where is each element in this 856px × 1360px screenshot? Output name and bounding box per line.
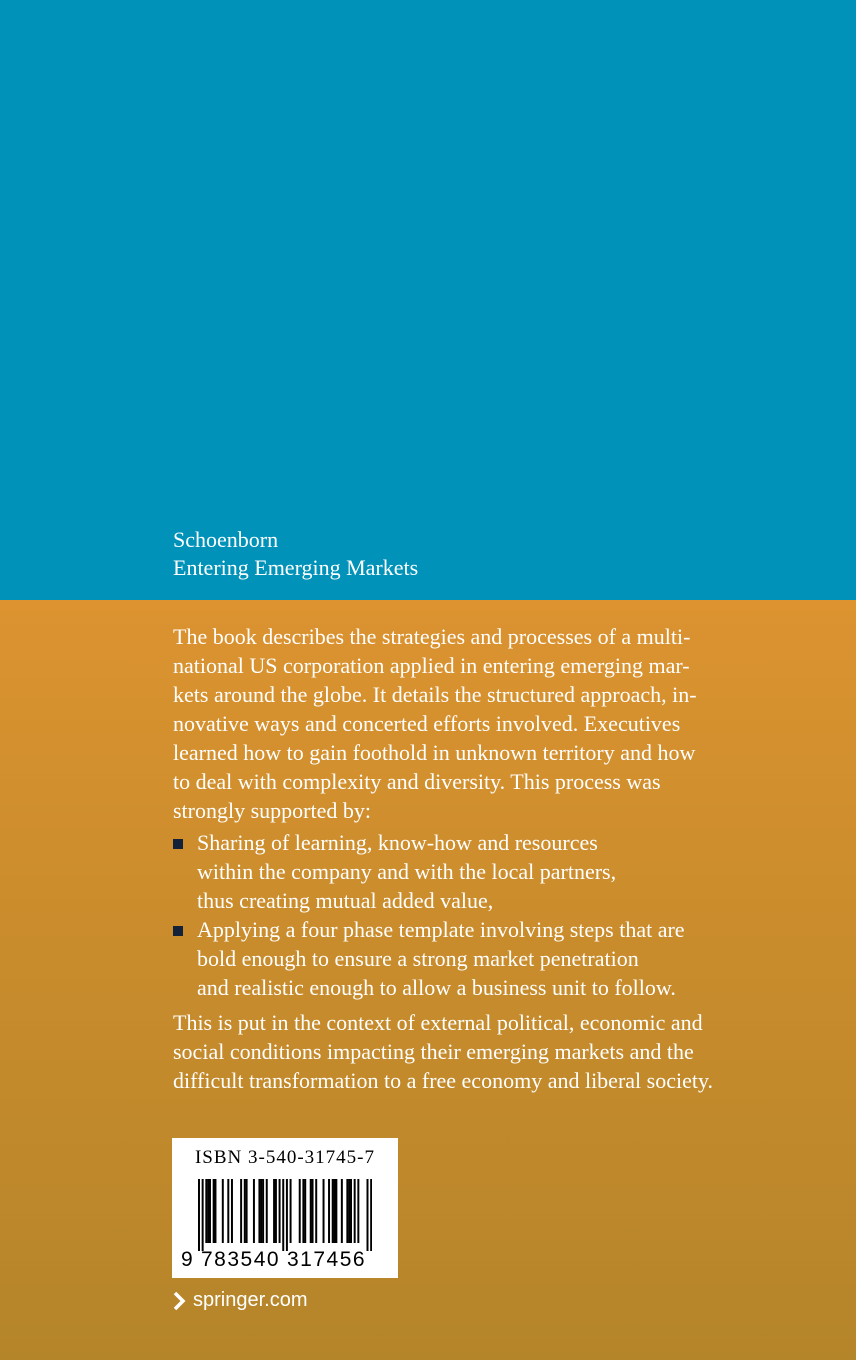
chevron-right-icon [173, 1290, 187, 1312]
barcode-bar [282, 1179, 284, 1251]
text-line: and realistic enough to allow a business unit to follow. [197, 975, 676, 1000]
text-line: Sharing of learning, know-how and resources [197, 830, 598, 855]
text-line: difficult transformation to a free economy and liberal society. [173, 1068, 714, 1093]
barcode-bar [205, 1179, 207, 1243]
barcode-bar [286, 1179, 288, 1251]
book-title: Entering Emerging Markets [173, 555, 419, 580]
bullet-item [173, 828, 753, 915]
barcode-bar [323, 1179, 325, 1243]
text-line: This is put in the context of external political, economic and [173, 1010, 703, 1035]
square-bullet-icon [173, 926, 183, 936]
barcode-bar [209, 1179, 211, 1243]
text-line: learned how to gain foothold in unknown territory and how [173, 740, 696, 765]
text-line: within the company and with the local partners, [197, 859, 617, 884]
text-line: national US corporation applied in entering emerging mar- [173, 653, 690, 678]
closing-paragraph [173, 1008, 753, 1095]
barcode-bar [290, 1179, 292, 1243]
barcode-first-digit: 9 [181, 1248, 193, 1271]
publisher-url: springer.com [193, 1289, 308, 1311]
barcode-bar [258, 1179, 260, 1243]
barcode-bar [367, 1179, 369, 1251]
text-line: bold enough to ensure a strong market penetration [197, 946, 639, 971]
barcode-bar [328, 1179, 330, 1243]
text-line: kets around the globe. It details the structured approach, in- [173, 682, 697, 707]
book-description [173, 622, 753, 1095]
barcode-bar [273, 1179, 275, 1243]
barcode-bar [335, 1179, 337, 1243]
barcode-bar [262, 1179, 264, 1243]
barcode-bar [315, 1179, 317, 1243]
barcode-bar [346, 1179, 348, 1243]
barcode-bar [310, 1179, 312, 1243]
barcode-bar [253, 1179, 255, 1243]
barcode-bar [266, 1179, 268, 1243]
barcode-right-digits: 317456 [287, 1248, 367, 1271]
barcode-bar [334, 1179, 336, 1243]
author-name: Schoenborn [173, 527, 279, 552]
publisher-link[interactable] [173, 1289, 308, 1312]
barcode-bar [231, 1179, 233, 1243]
barcode-bar [332, 1179, 334, 1243]
text-line: The book describes the strategies and processes of a multi- [173, 624, 691, 649]
barcode-bar [227, 1179, 229, 1243]
barcode-bar [214, 1179, 216, 1243]
barcode-bar [246, 1179, 248, 1243]
barcode-bar [207, 1179, 209, 1243]
barcode-bar [213, 1179, 215, 1243]
barcode-bar [244, 1179, 246, 1243]
barcode-bar [302, 1179, 304, 1243]
barcode-bar [312, 1179, 314, 1243]
barcode-bar [240, 1179, 242, 1243]
barcode-bar [341, 1179, 343, 1243]
barcode-bar [354, 1179, 356, 1243]
barcode-bar [304, 1179, 306, 1243]
barcode-bar [357, 1179, 359, 1243]
top-color-panel [0, 0, 856, 600]
text-line: novative ways and concerted efforts involved. Executives [173, 711, 681, 736]
isbn-label: ISBN 3-540-31745-7 [194, 1147, 376, 1168]
text-line: social conditions impacting their emerging markets and the [173, 1039, 694, 1064]
text-line: to deal with complexity and diversity. This process was [173, 769, 661, 794]
square-bullet-icon [173, 839, 183, 849]
barcode-bar [198, 1179, 200, 1251]
barcode-bar [202, 1179, 204, 1251]
barcode-icon [198, 1179, 372, 1251]
barcode-bar [279, 1179, 281, 1243]
barcode-bar [370, 1179, 372, 1251]
text-line: strongly supported by: [173, 798, 371, 823]
barcode-bar [260, 1179, 262, 1243]
bullet-list [173, 828, 753, 1002]
barcode-bar [348, 1179, 350, 1243]
isbn-barcode-box [172, 1138, 398, 1278]
text-line: thus creating mutual added value, [197, 888, 494, 913]
barcode-bar [350, 1179, 352, 1243]
barcode-bar [299, 1179, 301, 1243]
barcode-bar [275, 1179, 277, 1243]
barcode-left-digits: 783540 [201, 1248, 281, 1271]
intro-paragraph [173, 622, 753, 825]
barcode-bar [222, 1179, 224, 1243]
bullet-item [173, 915, 753, 1002]
text-line: Applying a four phase template involving steps that are [197, 917, 685, 942]
